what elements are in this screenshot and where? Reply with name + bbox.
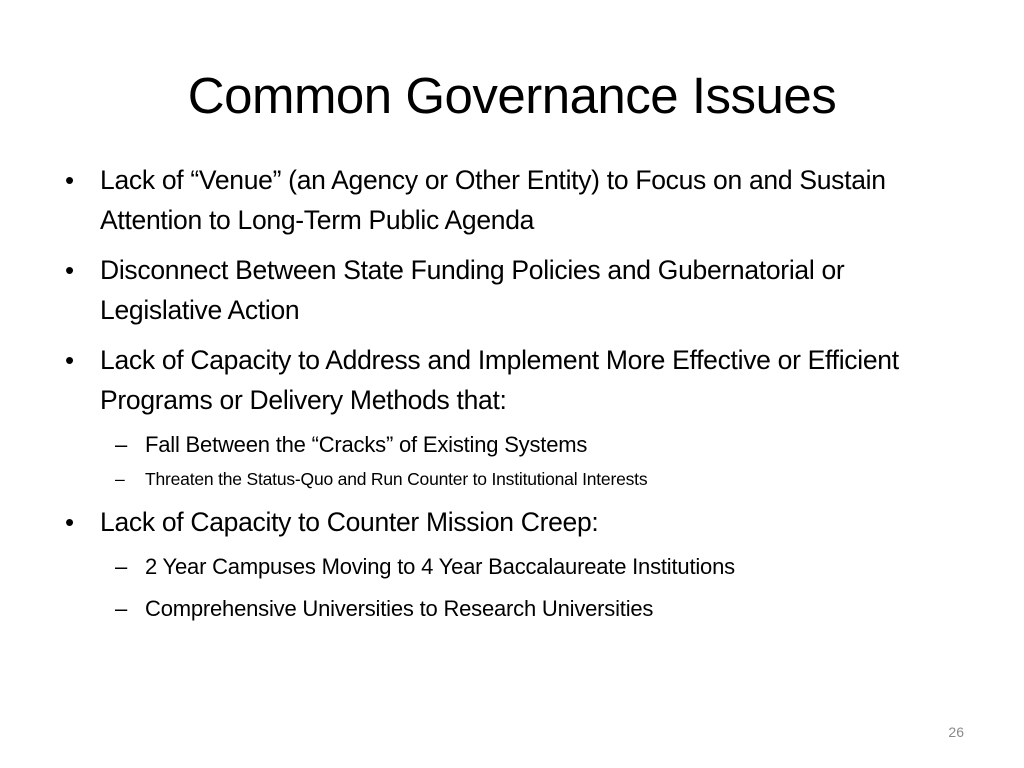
sub-bullet-text: Comprehensive Universities to Research Universities bbox=[145, 596, 654, 621]
sub-bullet-item bbox=[100, 428, 972, 462]
bullet-icon: • bbox=[65, 507, 74, 537]
dash-icon: – bbox=[115, 596, 128, 621]
bullet-item bbox=[62, 250, 972, 330]
slide-title: Common Governance Issues bbox=[187, 67, 837, 124]
sub-bullet-list bbox=[100, 428, 972, 492]
dash-icon: – bbox=[115, 432, 128, 457]
sub-bullet-item bbox=[100, 550, 972, 584]
page-number: 26 bbox=[948, 724, 964, 740]
bullet-list bbox=[62, 160, 972, 636]
bullet-icon: • bbox=[65, 165, 74, 195]
bullet-text: Disconnect Between State Funding Policies and Gubernatorial or Legislative Action bbox=[100, 255, 845, 325]
sub-bullet-text: Threaten the Status-Quo and Run Counter to Institutional Interests bbox=[145, 469, 648, 489]
dash-icon: – bbox=[115, 469, 125, 489]
bullet-item bbox=[62, 502, 972, 626]
bullet-text: Lack of Capacity to Counter Mission Creep: bbox=[100, 507, 599, 537]
bullet-text: Lack of Capacity to Address and Implement More Effective or Efficient Programs or Delivery Methods that: bbox=[100, 345, 899, 415]
sub-bullet-text: 2 Year Campuses Moving to 4 Year Baccalaureate Institutions bbox=[145, 554, 735, 579]
bullet-item bbox=[62, 160, 972, 240]
bullet-icon: • bbox=[65, 345, 74, 375]
sub-bullet-list bbox=[100, 550, 972, 626]
bullet-item bbox=[62, 340, 972, 492]
sub-bullet-text: Fall Between the “Cracks” of Existing Systems bbox=[145, 432, 588, 457]
dash-icon: – bbox=[115, 554, 128, 579]
sub-bullet-item bbox=[100, 592, 972, 626]
sub-bullet-item bbox=[100, 466, 972, 492]
bullet-text: Lack of “Venue” (an Agency or Other Entity) to Focus on and Sustain Attention to Long-Term Public Agenda bbox=[100, 165, 886, 235]
bullet-icon: • bbox=[65, 255, 74, 285]
